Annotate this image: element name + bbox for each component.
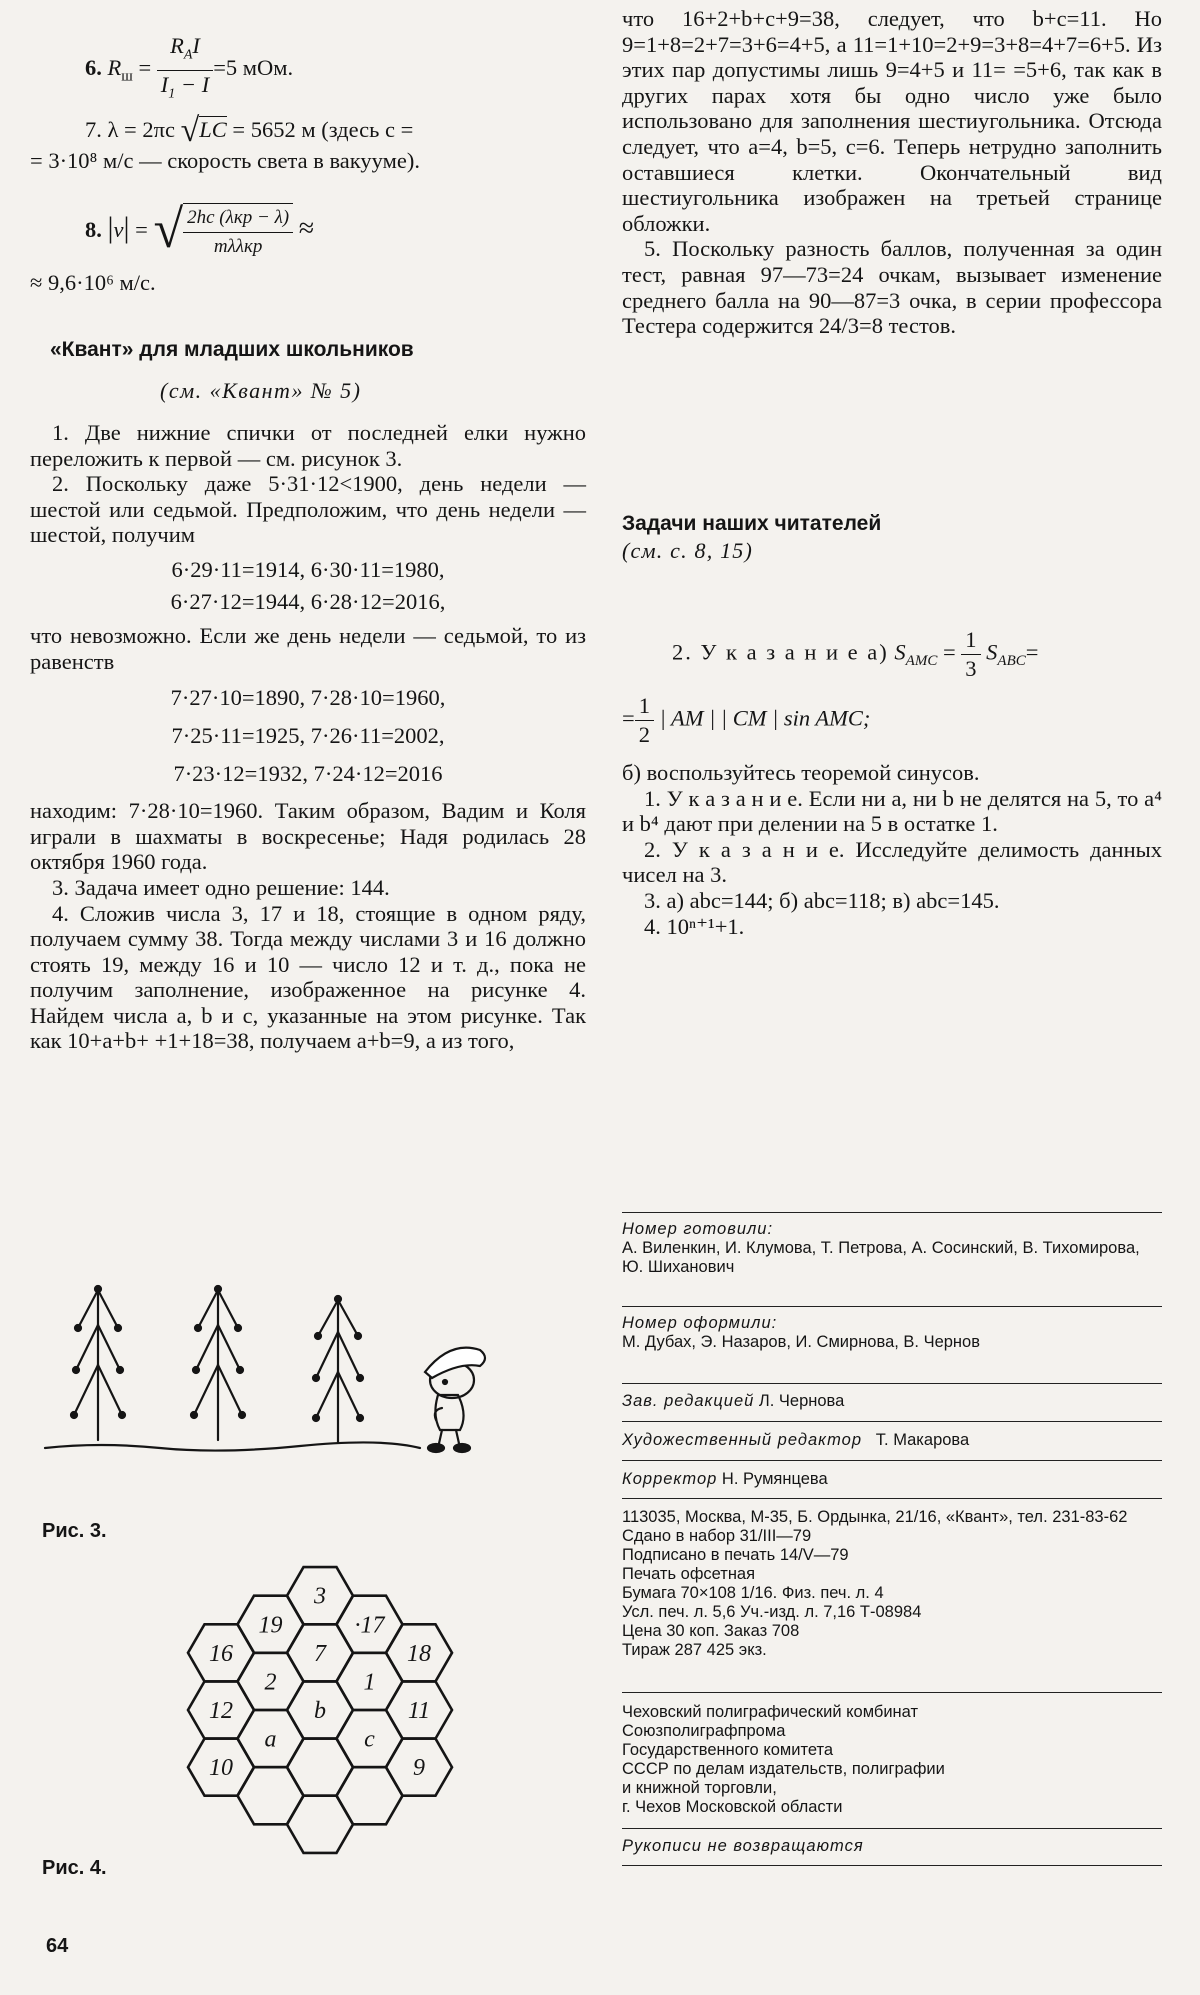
right-column-text xyxy=(622,6,1162,339)
equation-line: 7·23·12=1932, 7·24·12=2016 xyxy=(173,760,443,786)
imprint-address: 113035, Москва, М-35, Б. Ордынка, 21/16, «Квант», тел. 231-83-62 Сдано в набор 31/III—79 Подписано в печать 14/V—79 Печать офсетная Бумага 70×108 1/16. Физ. печ. л. 4 Усл. печ. л. 5,6 Уч.-изд. л. 7,16 Т-08984 Цена 30 коп. Заказ 708 Тираж 287 425 экз. xyxy=(622,1508,1128,1659)
left-column-text xyxy=(30,420,586,1054)
hex-label: 3 xyxy=(314,1583,326,1610)
match-tree-3 xyxy=(313,1296,363,1442)
hint-1: 1. У к а з а н и е. Если ни a, ни b не делятся на 5, то a⁴ и b⁴ дают при делении на 5 в остатке 1. xyxy=(622,785,1162,837)
answer-3: 3. а) abc=144; б) abc=118; в) abc=145. xyxy=(644,887,1000,913)
imprint-art-editor: Художественный редактор Т. Макарова xyxy=(622,1431,970,1449)
divider xyxy=(622,1421,1162,1422)
hex-label: b xyxy=(314,1698,326,1724)
answer-7-formula: 7. λ = 2πc √LC = 5652 м (здесь c = xyxy=(85,112,414,149)
equation-line: 6·29·11=1914, 6·30·11=1980, xyxy=(171,556,445,582)
imprint-editorial: Зав. редакцией Л. Чернова xyxy=(622,1392,845,1410)
imprint-prepared: Номер готовили: А. Виленкин, И. Клумова, Т. Петрова, А. Сосинский, В. Тихомирова, Ю. Шиханович xyxy=(622,1220,1140,1276)
figure-4-hexagon-grid xyxy=(150,1535,490,1885)
hex-cell xyxy=(238,1767,304,1824)
hint-2-formula-line1: 2. У к а з а н и е а) $S_{AMC}$ = $\frac{1}{3}$ $S_{ABC}=$ xyxy=(672,627,1039,681)
answer-8-formula: 8. |v| = √ $\frac{\text{2hc (λкр − λ)}}{\text{mλλкр}}$ ≈ xyxy=(85,199,315,259)
hex-cell xyxy=(337,1767,403,1824)
hex-cell xyxy=(287,1796,353,1853)
hex-label: 2 xyxy=(264,1669,277,1696)
boy-illustration xyxy=(425,1348,485,1452)
hex-label: 11 xyxy=(407,1698,431,1724)
imprint-no-return: Рукописи не возвращаются xyxy=(622,1837,864,1855)
divider xyxy=(622,1828,1162,1829)
hex-label: 1 xyxy=(363,1669,376,1696)
hex-label: 7 xyxy=(314,1640,326,1667)
section-heading-kvant-juniors: «Квант» для младших школьников xyxy=(50,338,414,361)
answer-7-note: = 3·10⁸ м/с — скорость света в вакууме). xyxy=(30,148,420,173)
figure-4-caption: Рис. 4. xyxy=(42,1857,107,1879)
divider xyxy=(622,1692,1162,1693)
answer-6-formula: 6. $R_ш$ = $\frac{R_AI}{I_1 - I}$ =5 мОм. xyxy=(85,33,294,101)
section-heading-readers: Задачи наших читателей xyxy=(622,512,882,535)
readers-hints xyxy=(622,760,1162,939)
solution-1: 1. Две нижние спички от последней елки нужно переложить к первой — см. рисунок 3. xyxy=(30,420,586,471)
section-reference: (см. с. 8, 15) xyxy=(622,538,754,563)
hint-2b: б) воспользуйтесь теоремой синусов. xyxy=(622,760,980,785)
hex-label: 12 xyxy=(209,1698,233,1724)
answer-8-result: ≈ 9,6·10⁶ м/с. xyxy=(30,270,156,295)
solution-4-continued: что 16+2+b+c+9=38, следует, что b+c=11. Но 9=1+8=2+7=3+6=4+5, а 11=1+10=2+9=3+8=4+7=6+5. Из этих пар допустимы лишь 9=4+5 и 11= =5+6, так как в других парах хотя бы одно число уже было использовано для заполнения шестиугольника. Отсюда следует, что a=4, b=5, c=6. Теперь нетрудно заполнить оставшиеся клетки. Окончательный вид шестиугольника изображен на третьей странице обложки. xyxy=(622,6,1162,236)
figure-3-matches-trees xyxy=(40,1270,600,1470)
hex-label: 10 xyxy=(209,1755,233,1782)
solution-4: 4. Сложив числа 3, 17 и 18, стоящие в одном ряду, получаем сумму 38. Тогда между числами 3 и 16 должно стоять 19, между 16 и 10 — число 12 и т. д., пока не получим заполнение, изображенное на рисунке 4. Найдем числа a, b и c, указанные на этом рисунке. Так как 10+a+b+ +1+18=38, получаем a+b=9, а из того, xyxy=(30,900,586,1054)
divider xyxy=(622,1865,1162,1866)
hex-label: a xyxy=(264,1726,277,1753)
hex-label: 16 xyxy=(209,1640,233,1667)
divider xyxy=(622,1498,1162,1499)
imprint-corrector: Корректор Н. Румянцева xyxy=(622,1470,828,1488)
solution-3: 3. Задача имеет одно решение: 144. xyxy=(52,874,390,900)
divider xyxy=(622,1383,1162,1384)
figure-3-caption: Рис. 3. xyxy=(42,1520,107,1542)
solution-5: 5. Поскольку разность баллов, полученная за один тест, равная 97—73=24 очкам, вызывает изменение среднего балла на 90—87=3 очка, в серии профессора Тестера содержится 24/3=8 тестов. xyxy=(622,236,1162,339)
solution-2: 2. Поскольку даже 5·31·12<1900, день недели — шестой или седьмой. Предположим, что день недели — шестой, получим xyxy=(30,471,586,548)
page-number: 64 xyxy=(46,1935,69,1957)
answer-4: 4. 10ⁿ⁺¹+1. xyxy=(644,913,745,939)
imprint-printer: Чеховский полиграфический комбинат Союзполиграфпрома Государственного комитета СССР по делам издательств, полиграфии и книжной торговли, г. Чехов Московской области xyxy=(622,1703,945,1816)
hex-label: c xyxy=(364,1726,375,1753)
section-reference: (см. «Квант» № 5) xyxy=(160,378,362,403)
solution-2-conclusion: находим: 7·28·10=1960. Таким образом, Вадим и Коля играли в шахматы в воскресенье; Надя родилась 28 октября 1960 года. xyxy=(30,798,586,875)
imprint-designed: Номер оформили: М. Дубах, Э. Назаров, И. Смирнова, В. Чернов xyxy=(622,1314,980,1351)
hex-label: 19 xyxy=(258,1612,283,1639)
equation-line: 6·27·12=1944, 6·28·12=2016, xyxy=(170,588,446,614)
equation-line: 7·27·10=1890, 7·28·10=1960, xyxy=(170,685,446,711)
hint-2: 2. У к а з а н и е. Исследуйте делимость данных чисел на 3. xyxy=(622,836,1162,888)
hex-cell xyxy=(287,1739,353,1796)
solution-2-continued: что невозможно. Если же день недели — седьмой, то из равенств xyxy=(30,623,586,674)
divider xyxy=(622,1460,1162,1461)
hex-label: 9 xyxy=(413,1755,425,1782)
match-tree-2 xyxy=(191,1286,245,1440)
divider xyxy=(622,1306,1162,1307)
hint-2-formula-line2: = $\frac{1}{2}$ | AM | | CM | sin AMC; xyxy=(622,693,871,747)
equation-line: 7·25·11=1925, 7·26·11=2002, xyxy=(171,722,445,748)
divider xyxy=(622,1212,1162,1213)
hex-label: ·17 xyxy=(354,1612,385,1639)
hex-label: 18 xyxy=(407,1640,431,1667)
match-tree-1 xyxy=(71,1286,125,1440)
